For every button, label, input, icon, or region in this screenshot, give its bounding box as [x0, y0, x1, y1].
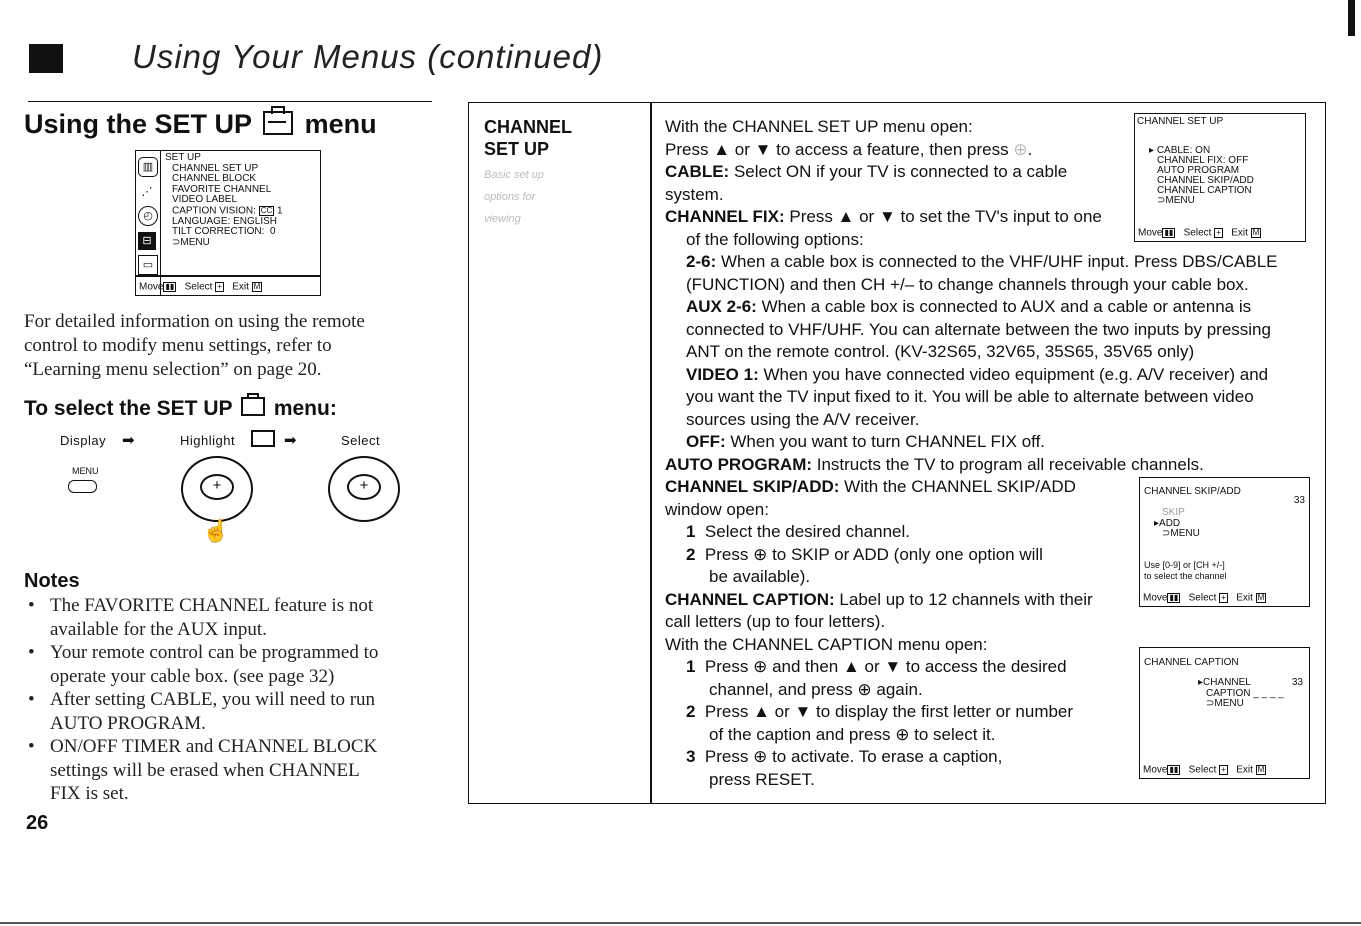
screen-hint: to select the channel [1144, 571, 1227, 581]
section-title: Using Your Menus (continued) [132, 38, 604, 75]
menu-icon-column [136, 151, 161, 295]
screen-title: CHANNEL SKIP/ADD [1144, 486, 1241, 497]
select-icon: + [1221, 764, 1226, 774]
down-arrow-icon: ▼ [794, 702, 812, 721]
menu-title: SET UP [165, 152, 201, 163]
screen-item-cable: ▸ CABLE: ON [1149, 145, 1211, 156]
setup-icon [241, 397, 265, 416]
screen-title: CHANNEL CAPTION [1144, 657, 1239, 668]
menu-item-channel-setup: CHANNEL SET UP [172, 162, 259, 174]
screen-item-caption: CAPTION _ _ _ _ [1206, 687, 1284, 699]
setup-icon [251, 430, 275, 447]
screen-footer: Move ▮▮ Select + Exit M [1143, 764, 1265, 776]
cursor-icon: ▸ [1154, 517, 1160, 529]
page-number: 26 [26, 812, 49, 834]
up-arrow-icon: ▲ [753, 702, 770, 721]
joystick-center: + [347, 474, 381, 500]
screen-item-menu: ⊃MENU [1157, 195, 1195, 206]
intro-paragraph: For detailed information on using the remote control to modify menu settings, refer to “Learning menu selection” on page 20. [24, 311, 365, 380]
joystick-icon: ▮▮ [1169, 764, 1179, 774]
down-arrow-icon: ▼ [878, 207, 896, 226]
menu-item-language: LANGUAGE: ENGLISH [172, 215, 278, 227]
select-button-icon: ⊕ [895, 724, 910, 744]
menu-item-channel-block: CHANNEL BLOCK [172, 173, 257, 184]
menu-button-icon [68, 480, 97, 493]
select-icon: + [217, 281, 222, 291]
faint-subtitle: Basic set up options for viewing [484, 169, 544, 225]
setup-selected-icon: ⊟ [138, 232, 156, 250]
header-rule [28, 101, 432, 102]
down-arrow-icon: ▼ [884, 657, 902, 676]
up-arrow-icon: ▲ [837, 207, 855, 226]
joystick-icon: ▮▮ [165, 281, 175, 291]
select-button-icon: ⊕ [1013, 139, 1028, 159]
step-highlight: Highlight [180, 433, 236, 448]
screen-item-caption: CHANNEL CAPTION [1157, 185, 1252, 196]
joystick-icon: ▮▮ [1164, 227, 1174, 237]
picture-icon: ⋰ [141, 186, 153, 198]
screen-channel-number: 33 [1291, 677, 1303, 688]
screen-item-menu: ⊃MENU [1206, 698, 1244, 709]
skip-add-screen [1139, 477, 1310, 607]
video-icon: ▭ [138, 255, 158, 275]
screen-footer: Move ▮▮ Select + Exit M [1143, 592, 1265, 604]
step-select: Select [341, 433, 381, 448]
select-heading: To select the SET UP menu: [24, 397, 337, 421]
tv-menu-icon: ▥ [138, 157, 158, 177]
screen-item-auto: AUTO PROGRAM [1157, 165, 1240, 176]
return-icon: ⊃ [1157, 195, 1166, 206]
cursor-icon: ▸ [1198, 677, 1204, 688]
menu-item-favorite-channel: FAVORITE CHANNEL [172, 183, 272, 195]
screen-footer: Move ▮▮ Select + Exit M [1138, 227, 1260, 239]
cursor-icon: ▸ [1149, 145, 1155, 156]
notes-list [24, 594, 444, 806]
notes-heading: Notes [24, 570, 80, 592]
select-icon: + [1221, 592, 1226, 602]
frame-divider [650, 102, 652, 804]
cc-icon: CC [260, 205, 273, 215]
menu-key-icon: M [1252, 227, 1260, 237]
select-button-icon: ⊕ [857, 679, 872, 699]
down-arrow-icon: ▼ [754, 139, 772, 159]
return-icon: ⊃ [1162, 528, 1171, 539]
up-arrow-icon: ▲ [842, 657, 860, 676]
channel-setup-body: With the CHANNEL SET UP menu open: Press ▲ or ▼ to access a feature, then press ⊕. CABLE: Select ON if your TV is connected to a cable system. CHANNEL FIX: Press ▲ or ▼ to set the TV's input to one of the following options: 2-6: When a cable box is connected to the VHF/UHF input. Press DBS/CABLE (FUNCTION) and then CH +/– to change channels through your cable box. AUX 2-6: When a cable box is connected to AUX and a cable or antenna is connected to VHF/UHF. You can alternate between the two inputs by pressing ANT on the remote control. (KV-32S65, 32V65, 35S65, 35V65 only) VIDEO 1: When you have connected video equipment (e.g. A/V receiver) and you want the TV input fixed to it. You will be able to alternate between video sources using the A/V receiver. OFF: When you want to turn CHANNEL FIX off. AUTO PROGRAM: Instructs the TV to program all receivable channels. CHANNEL SKIP/ADD: With the CHANNEL SKIP/ADD window open: 1 Select the desired channel. 2 Press ⊕ to SKIP or ADD (only one option will be available). CHANNEL CAPTION: Label up to 12 channels with their call letters (up to four letters). With the CHANNEL CAPTION menu open: 1 Press ⊕ and then ▲ or ▼ to access the desired channel, and press ⊕ again. 2 Press ▲ or ▼ to display the first letter or number of the caption and press ⊕ to select it. 3 Press ⊕ to activate. To erase a caption, press RESET. [665, 117, 1278, 789]
menu-key-icon: M [1257, 592, 1265, 602]
caption-screen [1139, 647, 1310, 779]
screen-item-skip: CHANNEL SKIP/ADD [1157, 175, 1254, 186]
timer-icon: ◴ [138, 206, 158, 226]
section-marker [29, 44, 63, 73]
screen-channel-number: 33 [1293, 495, 1305, 506]
menu-button-label: MENU [72, 466, 99, 476]
return-icon: ⊃ [1206, 698, 1215, 709]
screen-item-channel: ▸CHANNEL [1198, 677, 1251, 688]
select-button-icon: ⊕ [753, 544, 768, 564]
setup-icon [263, 111, 293, 135]
up-arrow-icon: ▲ [713, 139, 731, 159]
menu-item-tilt: TILT CORRECTION: 0 [172, 226, 276, 238]
menu-footer: Move ▮▮ Select + Exit M [139, 281, 261, 293]
channel-setup-title: CHANNEL SET UP [484, 117, 572, 159]
screen-item-add: ▸ADD [1154, 517, 1181, 529]
note-3: • After setting CABLE, you will need to run AUTO PROGRAM. [24, 688, 444, 735]
edge-mark [1348, 0, 1355, 36]
step-display: Display [60, 433, 107, 448]
bottom-rule [0, 922, 1361, 924]
joystick-center: + [200, 474, 234, 500]
note-2: • Your remote control can be programmed to operate your cable box. (see page 32) [24, 641, 444, 688]
finger-pointer-icon: ☝ [202, 518, 230, 543]
return-icon: ⊃ [172, 236, 181, 248]
screen-item-skip: SKIP [1162, 507, 1185, 518]
select-button-icon: ⊕ [753, 747, 768, 766]
select-icon: + [1216, 227, 1221, 237]
menu-key-icon: M [1257, 764, 1265, 774]
menu-item-caption-vision: CAPTION VISION: CC 1 [172, 205, 283, 217]
screen-title: CHANNEL SET UP [1137, 116, 1224, 127]
screen-hint: Use [0-9] or [CH +/-] [1144, 560, 1225, 570]
screen-item-menu: ⊃MENU [1162, 528, 1200, 539]
menu-item-menu: ⊃MENU [172, 236, 210, 248]
menu-key-icon: M [253, 281, 261, 291]
note-1: • The FAVORITE CHANNEL feature is not available for the AUX input. [24, 594, 444, 641]
arrow-icon: ➡ [284, 432, 297, 449]
screen-item-fix: CHANNEL FIX: OFF [1157, 155, 1249, 166]
select-button-icon: ⊕ [753, 657, 768, 676]
note-4: • ON/OFF TIMER and CHANNEL BLOCK settings will be erased when CHANNEL FIX is set. [24, 735, 444, 806]
joystick-icon: ▮▮ [1169, 592, 1179, 602]
setup-menu-screen [135, 150, 321, 296]
channel-setup-screen [1134, 113, 1306, 242]
menu-item-video-label: VIDEO LABEL [172, 194, 238, 205]
arrow-icon: ➡ [122, 432, 135, 449]
page-heading: Using the SET UP menu [24, 109, 377, 140]
